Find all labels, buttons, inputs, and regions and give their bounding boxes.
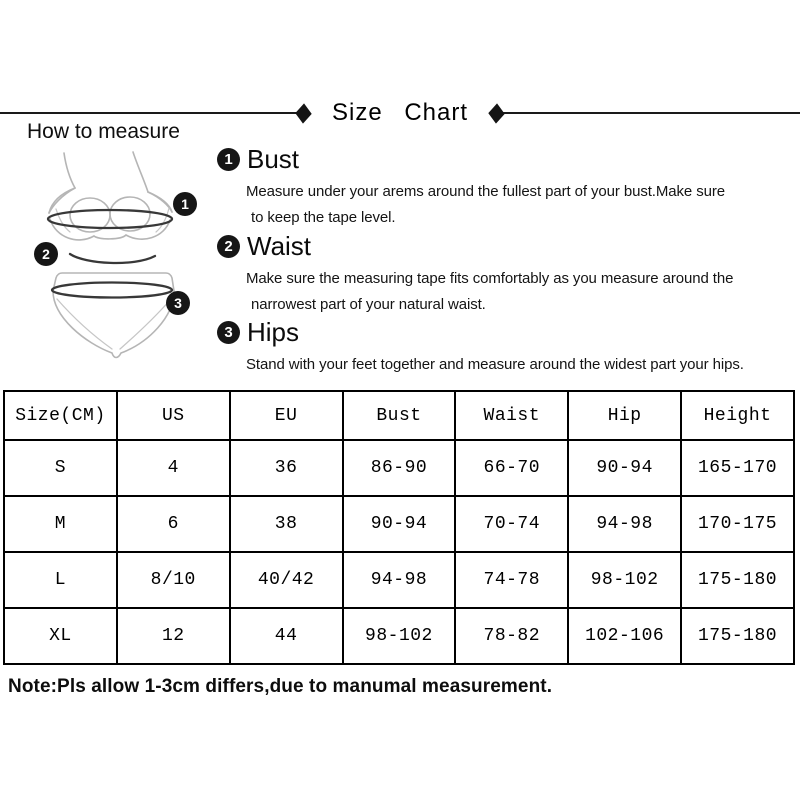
size-table-cell: 6 bbox=[117, 496, 230, 552]
bust-section-title: Bust bbox=[247, 144, 300, 174]
size-table bbox=[3, 390, 795, 665]
size-table-cell: 78-82 bbox=[455, 608, 568, 664]
size-table-header-cell: Size(CM) bbox=[4, 391, 117, 440]
size-table-cell: 4 bbox=[117, 440, 230, 496]
size-table-cell: S bbox=[4, 440, 117, 496]
measurement-figure bbox=[20, 147, 205, 362]
size-table-cell: 165-170 bbox=[681, 440, 794, 496]
hips-instructions bbox=[246, 352, 795, 378]
waist-instruction-line: Make sure the measuring tape fits comfortably as you measure around the bbox=[246, 270, 734, 287]
size-table-header-row bbox=[4, 391, 794, 440]
page-title: Size Chart bbox=[331, 99, 469, 126]
note-text: Note:Pls allow 1-3cm differs,due to manumal measurement. bbox=[8, 676, 553, 697]
waist-section-title: Waist bbox=[247, 231, 312, 261]
waist-number-badge: 2 bbox=[217, 235, 240, 258]
size-table-cell: 98-102 bbox=[568, 552, 681, 608]
size-table-cell: M bbox=[4, 496, 117, 552]
size-table-cell: 102-106 bbox=[568, 608, 681, 664]
svg-text:1: 1 bbox=[181, 196, 189, 212]
size-table-cell: L bbox=[4, 552, 117, 608]
waist-instructions bbox=[246, 266, 795, 318]
size-table-cell: 86-90 bbox=[343, 440, 456, 496]
hips-section-title: Hips bbox=[247, 317, 300, 347]
size-table-row-l bbox=[4, 552, 794, 608]
waist-tape-line bbox=[70, 254, 155, 263]
title-rule-left bbox=[0, 112, 297, 114]
title-rule-right bbox=[503, 112, 800, 114]
size-table-header-cell: EU bbox=[230, 391, 343, 440]
size-table-cell: 36 bbox=[230, 440, 343, 496]
diamond-icon-right bbox=[488, 103, 504, 123]
hip-tape-line bbox=[52, 283, 172, 298]
size-table-row-m bbox=[4, 496, 794, 552]
waist-section-heading bbox=[217, 231, 795, 262]
size-table-header-cell: US bbox=[117, 391, 230, 440]
size-table-header-cell: Height bbox=[681, 391, 794, 440]
size-table-cell: 8/10 bbox=[117, 552, 230, 608]
figure-marker-1 bbox=[173, 192, 197, 216]
size-table-cell: 12 bbox=[117, 608, 230, 664]
diamond-icon-left bbox=[295, 103, 311, 123]
size-table-header-cell: Bust bbox=[343, 391, 456, 440]
svg-text:3: 3 bbox=[174, 295, 182, 311]
measure-section-bust bbox=[217, 144, 795, 231]
size-table-cell: 40/42 bbox=[230, 552, 343, 608]
hips-section-heading bbox=[217, 317, 795, 348]
how-to-measure-heading: How to measure bbox=[27, 120, 180, 143]
waist-instruction-line: narrowest part of your natural waist. bbox=[251, 296, 486, 313]
size-table-cell: 170-175 bbox=[681, 496, 794, 552]
size-table-row-xl bbox=[4, 608, 794, 664]
size-table-cell: 175-180 bbox=[681, 608, 794, 664]
figure-marker-2 bbox=[34, 242, 58, 266]
figure-marker-3 bbox=[166, 291, 190, 315]
size-table-cell: 38 bbox=[230, 496, 343, 552]
size-table-header-cell: Waist bbox=[455, 391, 568, 440]
size-table-cell: 90-94 bbox=[343, 496, 456, 552]
size-table-cell: 98-102 bbox=[343, 608, 456, 664]
size-table-cell: 175-180 bbox=[681, 552, 794, 608]
size-table-cell: 70-74 bbox=[455, 496, 568, 552]
measure-section-waist bbox=[217, 231, 795, 318]
bust-instructions bbox=[246, 179, 795, 231]
size-table-cell: 44 bbox=[230, 608, 343, 664]
size-table-row-s bbox=[4, 440, 794, 496]
svg-text:2: 2 bbox=[42, 246, 50, 262]
bust-section-heading bbox=[217, 144, 795, 175]
bust-instruction-line: Measure under your arems around the fullest part of your bust.Make sure bbox=[246, 183, 725, 200]
size-table-header-cell: Hip bbox=[568, 391, 681, 440]
measure-section-hips bbox=[217, 317, 795, 378]
bust-number-badge: 1 bbox=[217, 148, 240, 171]
hips-number-badge: 3 bbox=[217, 321, 240, 344]
size-table-cell: XL bbox=[4, 608, 117, 664]
size-table-cell: 90-94 bbox=[568, 440, 681, 496]
bust-instruction-line: to keep the tape level. bbox=[251, 209, 396, 226]
size-table-cell: 94-98 bbox=[568, 496, 681, 552]
size-table-cell: 74-78 bbox=[455, 552, 568, 608]
hips-instruction-line: Stand with your feet together and measure around the widest part your hips. bbox=[246, 356, 744, 373]
size-table-cell: 66-70 bbox=[455, 440, 568, 496]
size-table-cell: 94-98 bbox=[343, 552, 456, 608]
